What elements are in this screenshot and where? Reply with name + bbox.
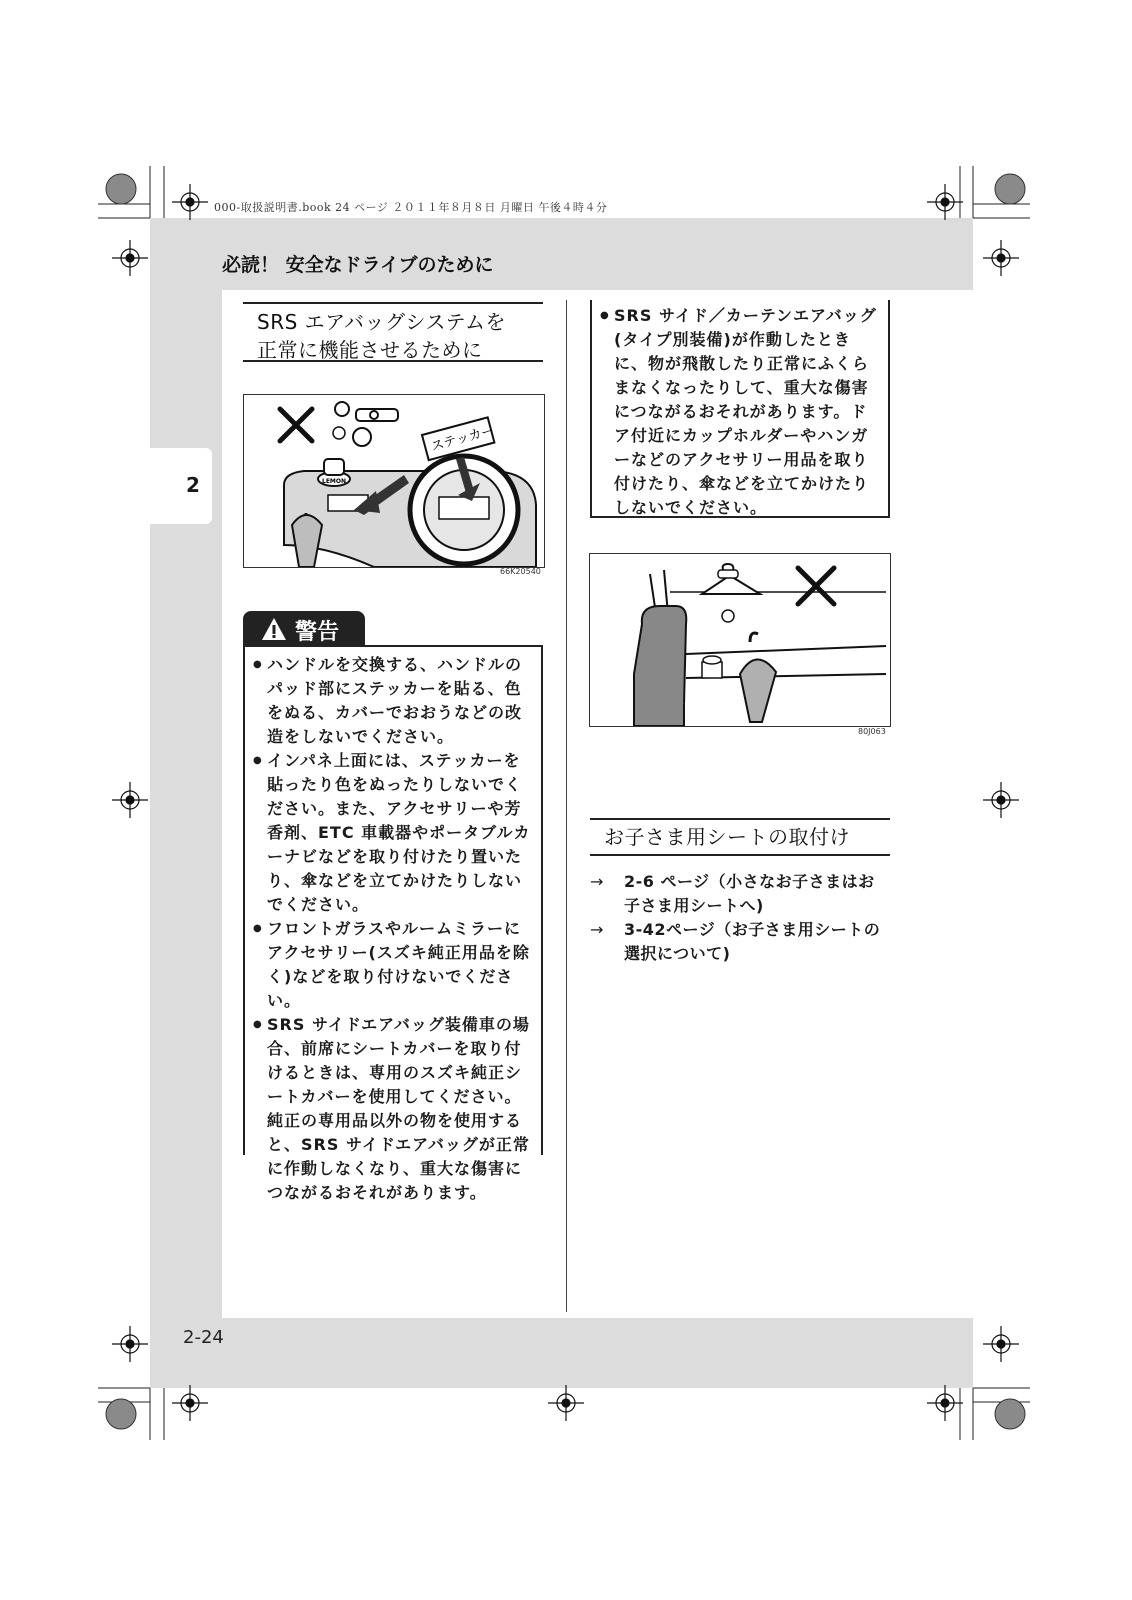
reference-arrow: → <box>590 872 604 891</box>
warning-item: ● インパネ上面には、ステッカーを貼ったり色をぬったりしないでください。また、アクセサリーや芳香剤、ETC 車載器やポータブルカーナビなどを取り付けたり置いたり、傘などを立てかけたりしないでください。 <box>253 749 531 917</box>
child-seat-heading-text: お子さま用シートの取付け <box>604 825 850 849</box>
airbag-heading <box>243 302 543 362</box>
reference-text[interactable]: 3-42ページ（お子さま用シートの選択について) <box>624 920 881 963</box>
child-seat-heading <box>590 818 890 856</box>
figure1-code: 66K20540 <box>500 567 541 576</box>
airbag-heading-line1: SRS エアバッグシステムを <box>257 310 507 334</box>
reference-arrow: → <box>590 920 604 939</box>
warning-triangle-icon <box>261 617 287 641</box>
warning-item: ● フロントガラスやルームミラーにアクセサリー(スズキ純正用品を除く)などを取り付けないでください。 <box>253 917 531 1013</box>
print-header: 000-取扱説明書.book 24 ページ ２０１１年８月８日 月曜日 午後４時４分 <box>214 201 608 214</box>
warning-tab <box>243 611 365 647</box>
references-list <box>590 870 890 966</box>
column-divider <box>566 300 567 1312</box>
warning-box <box>243 645 543 1202</box>
dashboard-illustration <box>243 394 545 568</box>
door-illustration <box>589 553 891 727</box>
lemon-label: LEMON <box>322 478 347 485</box>
sticker-label-top: ステッカー <box>429 423 497 455</box>
chapter-number: 2 <box>186 473 200 497</box>
page-number: 2-24 <box>183 1327 224 1348</box>
warning-item: ● SRS サイド／カーテンエアバッグ(タイプ別装備)が作動したときに、物が飛散したり正常にふくらまなくなったりして、重大な傷害につながるおそれがあります。ドア付近にカップホルダーやハンガーなどのアクセサリー用品を取り付けたり、傘などを立てかけたりしないでください。 <box>600 304 878 520</box>
warning-title: 警告 <box>295 620 340 645</box>
section-title: 必読！ 安全なドライブのために <box>222 254 494 276</box>
reference-line <box>590 918 890 966</box>
warning-item: ● ハンドルを交換する、ハンドルのパッド部にステッカーを貼る、色をぬる、カバーでおおうなどの改造をしないでください。 <box>253 653 531 749</box>
door-drawing <box>590 554 890 726</box>
reference-line <box>590 870 890 918</box>
figure2-code: 80J063 <box>858 727 886 736</box>
warning-item: ● SRS サイドエアバッグ装備車の場合、前席にシートカバーを取り付けるときは、専用のスズキ純正シートカバーを使用してください。純正の専用品以外の物を使用すると、SRS サイドエアバッグが正常に作動しなくなり、重大な傷害につながるおそれがあります。 <box>253 1013 531 1205</box>
airbag-heading-line2: 正常に機能させるために <box>257 338 483 362</box>
right-warning-box <box>590 300 890 518</box>
dashboard-drawing <box>244 395 544 567</box>
reference-text[interactable]: 2-6 ページ（小さなお子さまはお子さま用シートへ) <box>624 872 875 915</box>
